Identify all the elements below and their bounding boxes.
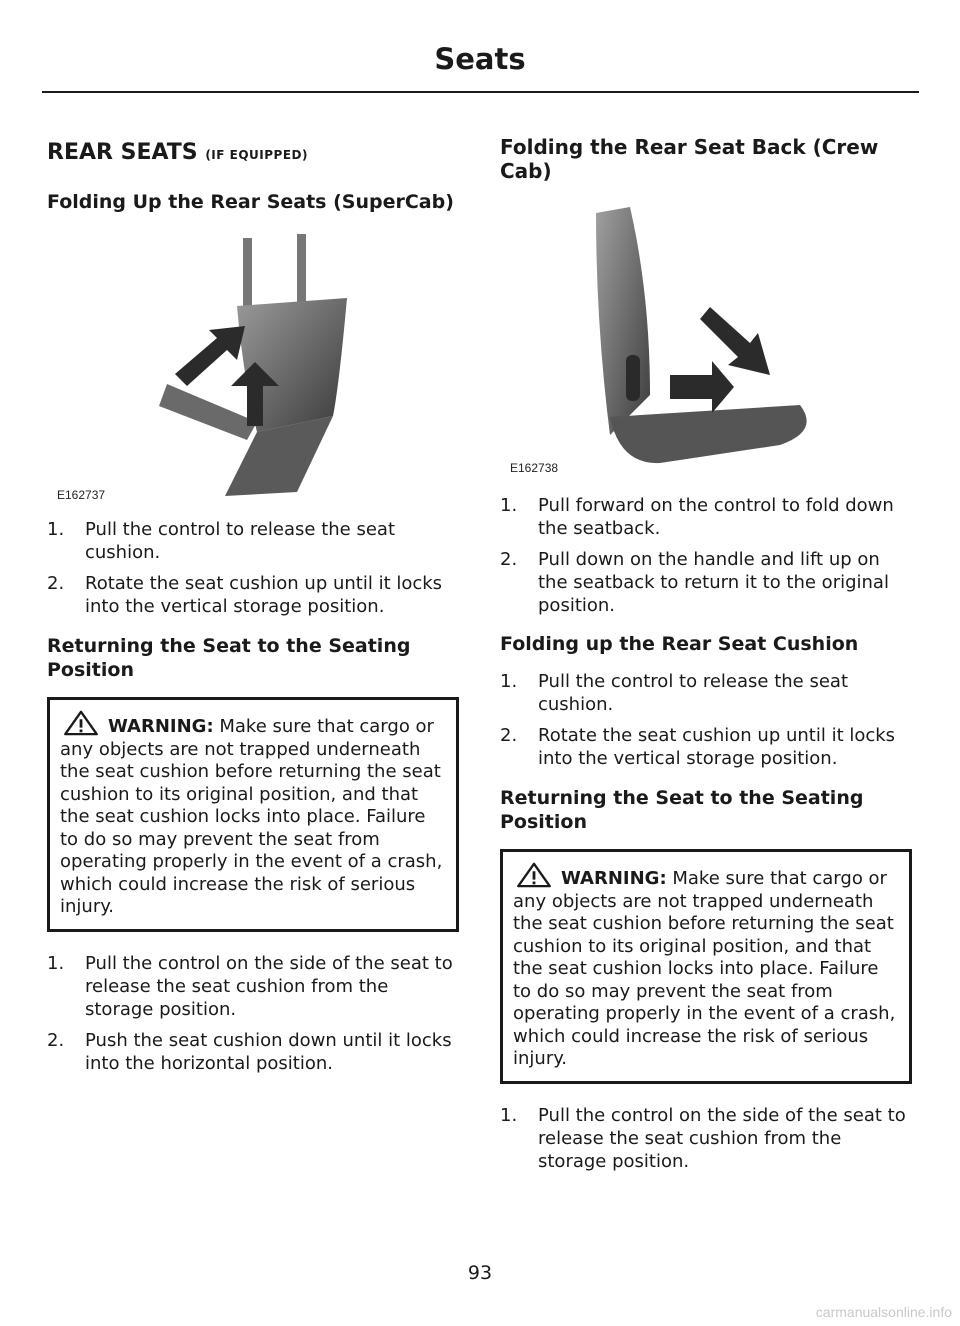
list-item: 1. Pull the control on the side of the seat to release the seat cushion from the storage position. <box>500 1105 906 1172</box>
section-title-text: REAR SEATS <box>47 140 198 165</box>
warning-label: WARNING: <box>108 716 214 737</box>
steps-returning-seat-left <box>47 952 461 1083</box>
watermark: carmanualsonline.info <box>815 1304 952 1320</box>
rotate-arrow-icon <box>175 326 245 386</box>
list-item: 2. Push the seat cushion down until it locks into the horizontal position. <box>47 1030 452 1074</box>
page-header-title: Seats <box>434 42 526 76</box>
list-item: 1. Pull the control to release the seat cushion. <box>47 519 395 563</box>
pull-arrow-icon <box>670 361 734 413</box>
figure-code-E162738: E162738 <box>510 461 559 475</box>
steps-returning-seat-right <box>500 1104 914 1181</box>
warning-triangle-icon <box>62 710 100 736</box>
warning-text: Make sure that cargo or any objects are not trapped underneath the seat cushion before returning the seat cushion to its original position, and that the seat cushion locks into place. Failure to do so may prevent the seat from operating properly in the event of a crash, which could increase the risk of serious injury. <box>513 868 896 1069</box>
subheading-returning-seat-left: Returning the Seat to the Seating Position <box>47 635 411 681</box>
steps-folding-up-cushion <box>500 670 914 778</box>
figure-code-E162737: E162737 <box>57 488 106 502</box>
warning-box-left <box>47 697 459 932</box>
figure-crewcab-seat <box>500 205 912 477</box>
subheading-folding-up-supercab: Folding Up the Rear Seats (SuperCab) <box>47 191 454 213</box>
subheading-folding-up-cushion: Folding up the Rear Seat Cushion <box>500 633 859 655</box>
list-item: 2. Pull down on the handle and lift up on the seatback to return it to the original position. <box>500 549 889 616</box>
seat-illustration-supercab <box>47 226 459 500</box>
seat-illustration-crewcab <box>500 205 912 477</box>
header-rule <box>42 91 919 93</box>
figure-supercab-seat <box>47 226 459 500</box>
list-item: 1. Pull the control on the side of the seat to release the seat cushion from the storage position. <box>47 953 453 1020</box>
warning-triangle-icon <box>515 862 553 888</box>
list-item: 1. Pull the control to release the seat cushion. <box>500 671 848 715</box>
warning-label: WARNING: <box>561 868 667 889</box>
subheading-folding-seat-back-crewcab: Folding the Rear Seat Back (Crew Cab) <box>500 135 879 183</box>
warning-box-right <box>500 849 912 1084</box>
list-item: 1. Pull forward on the control to fold down the seatback. <box>500 495 894 539</box>
seat-control-handle <box>626 355 640 401</box>
list-item: 2. Rotate the seat cushion up until it locks into the vertical storage position. <box>47 573 443 617</box>
warning-text: Make sure that cargo or any objects are not trapped underneath the seat cushion before returning the seat cushion to its original position, and that the seat cushion locks into place. Failure to do so may prevent the seat from operating properly in the event of a crash, which could increase the risk of serious injury. <box>60 716 443 917</box>
fold-arrow-icon <box>700 307 770 375</box>
section-title-suffix: (IF EQUIPPED) <box>205 148 308 162</box>
steps-folding-seat-back <box>500 494 914 625</box>
list-item: 2. Rotate the seat cushion up until it locks into the vertical storage position. <box>500 725 896 769</box>
section-title <box>47 140 459 165</box>
subheading-returning-seat-right: Returning the Seat to the Seating Position <box>500 787 864 833</box>
page-number: 93 <box>467 1262 493 1284</box>
steps-folding-up-supercab <box>47 518 461 626</box>
